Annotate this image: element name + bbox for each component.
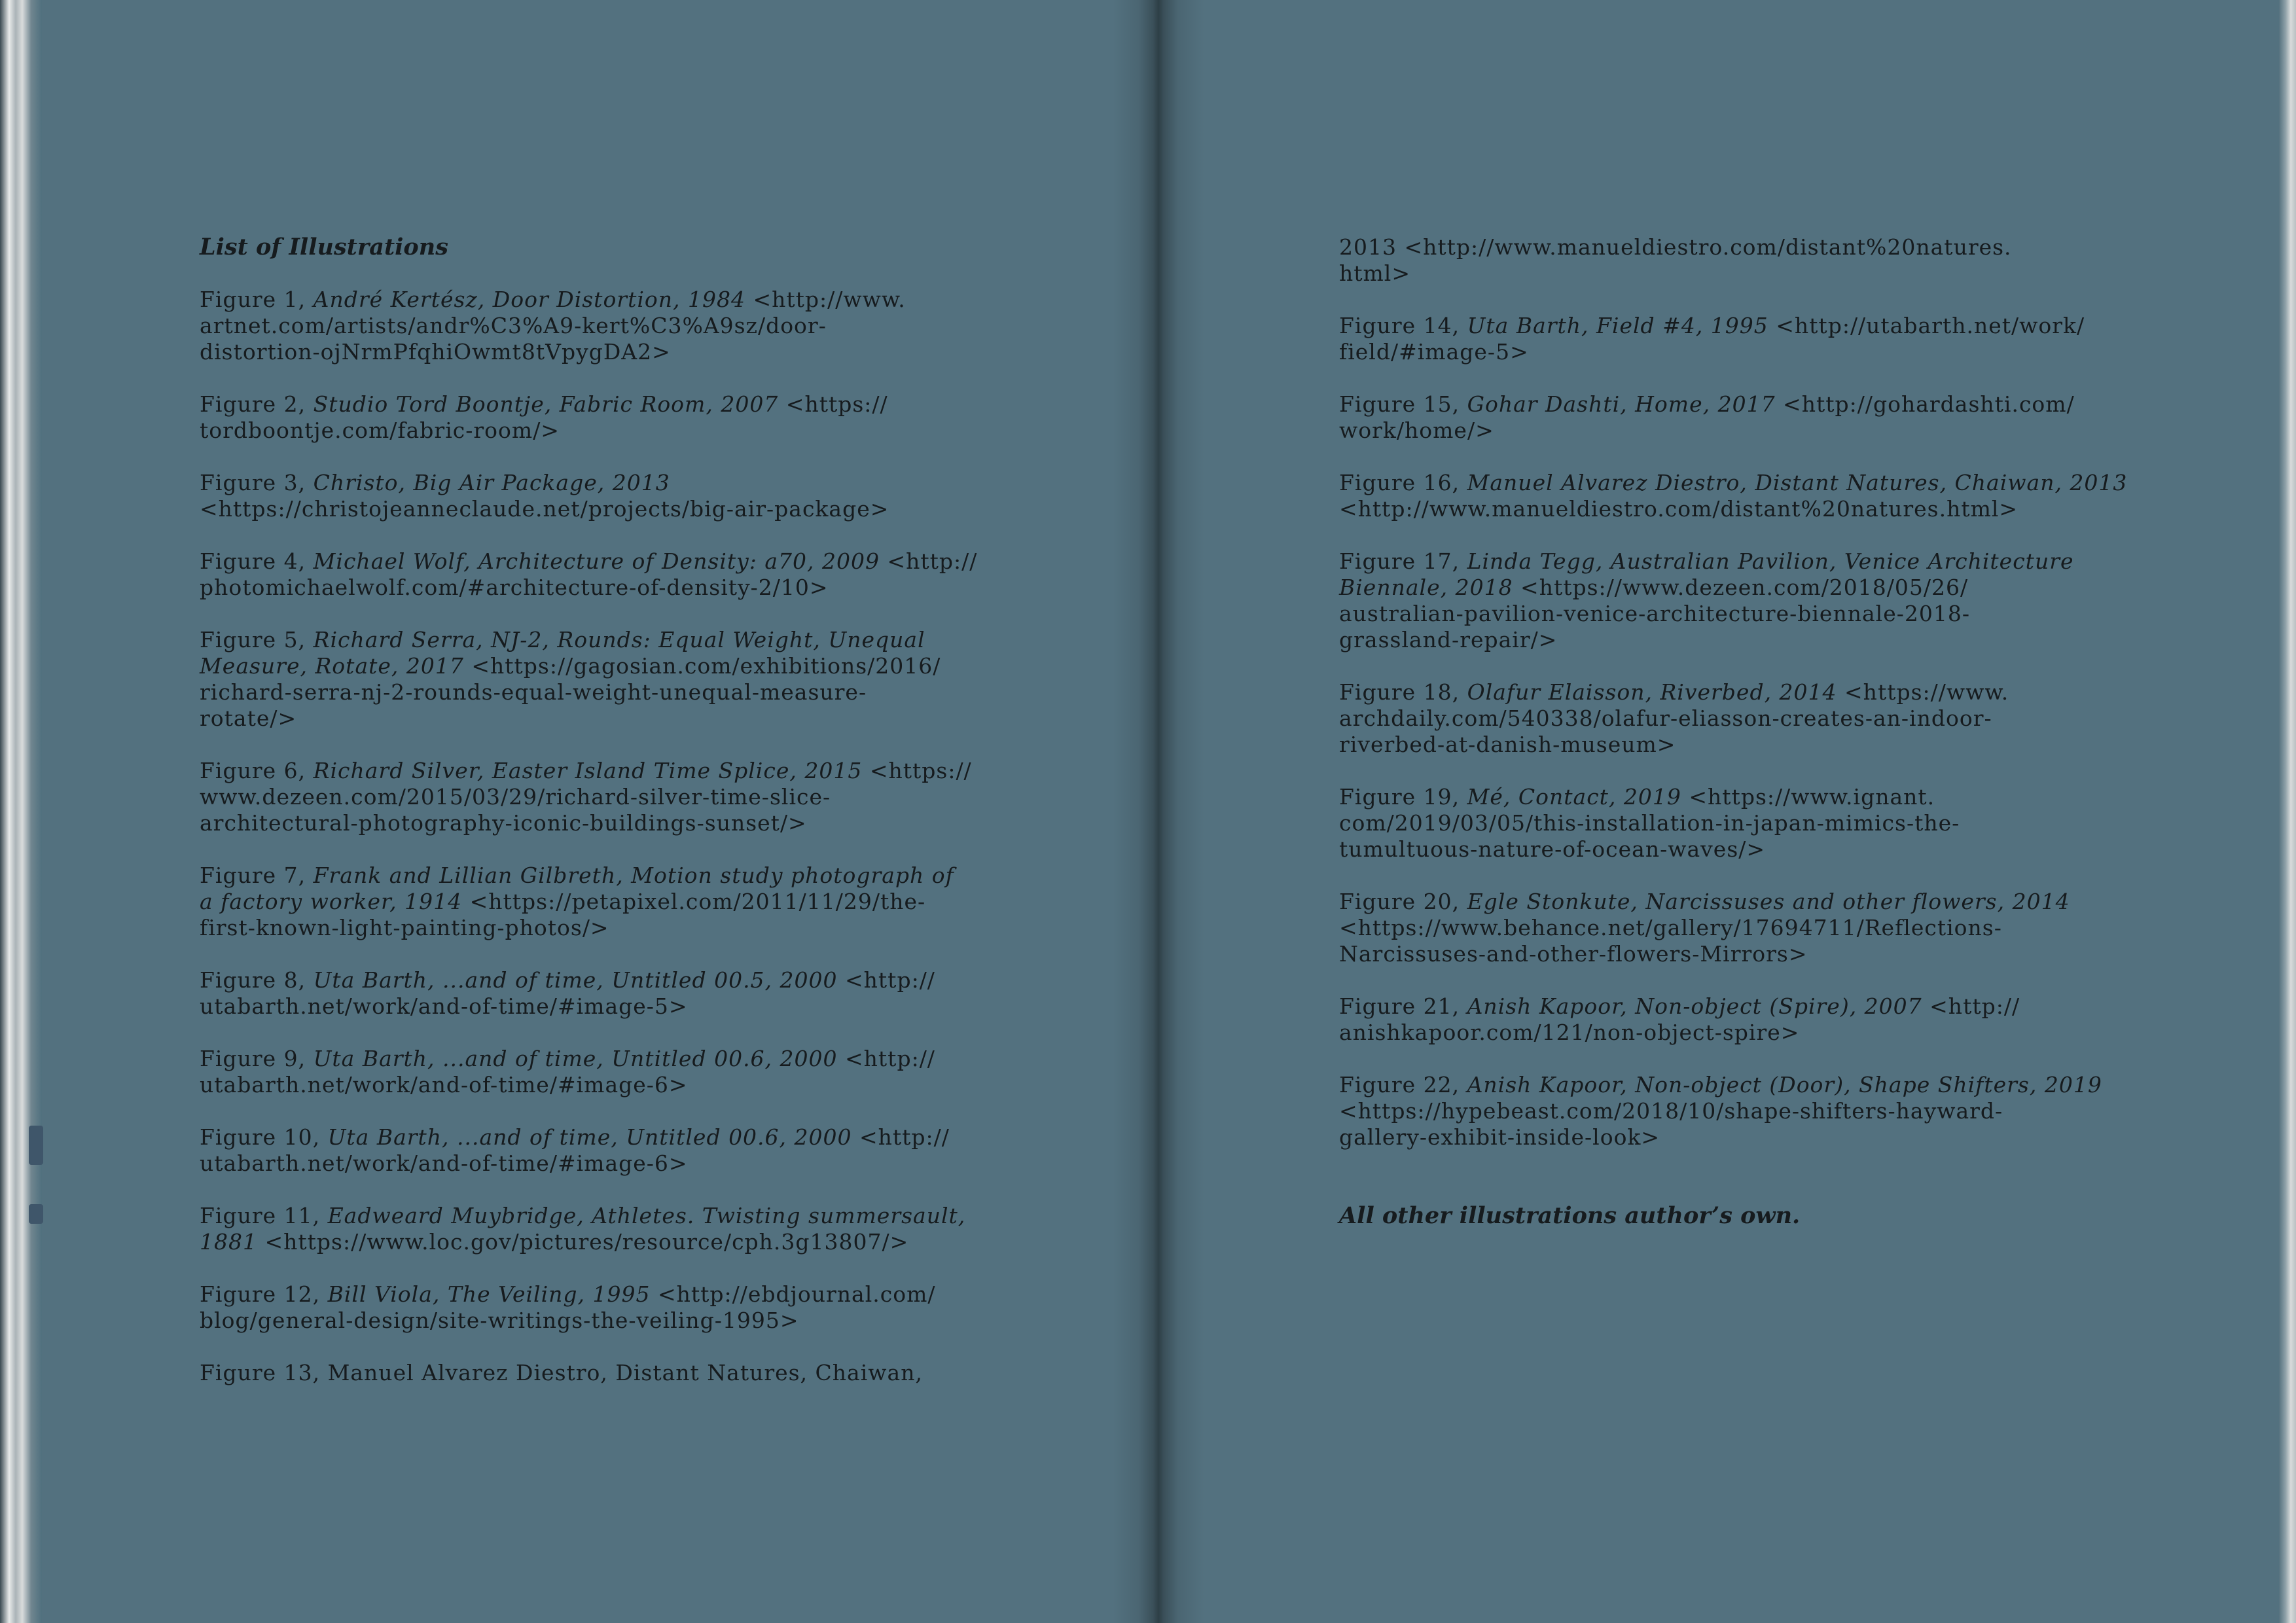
figure-caption: Olafur Elaisson, Riverbed, 2014 — [1467, 679, 1837, 705]
figure-caption: Anish Kapoor, Non-object (Spire), 2007 — [1467, 993, 1922, 1019]
figure-number: Figure 4, — [200, 548, 314, 574]
page-heading: List of Illustrations — [200, 234, 448, 260]
figure-entry-2 — [200, 391, 1018, 444]
figure-number: Figure 12, — [200, 1281, 328, 1307]
figure-entry-17 — [1339, 548, 2164, 653]
figure-link: <https://hypebeast.com/2018/10/shape-shifters-hayward- gallery-exhibit-inside-look> — [1339, 1098, 2003, 1150]
figure-entry-14 — [1339, 313, 2164, 365]
figure-caption: Egle Stonkute, Narcissuses and other flowers, 2014 — [1467, 889, 2070, 914]
figure-caption: Michael Wolf, Architecture of Density: a70, 2009 — [313, 548, 880, 574]
figure-number: Figure 2, — [200, 391, 314, 417]
figure-link: <https://www.dezeen.com/2018/05/26/ australian-pavilion-venice-architecture-biennale-2018- grassland-repair/> — [1339, 575, 1971, 652]
figure-caption: Eadweard Muybridge, Athletes. Twisting summersault, 1881 — [200, 1203, 966, 1255]
figure-entry-10 — [200, 1124, 1018, 1177]
figure-number: Figure 3, — [200, 470, 314, 495]
figure-number: Figure 6, — [200, 758, 314, 783]
figure-link: <http:// photomichaelwolf.com/#architecture-of-density-2/10> — [200, 548, 978, 600]
figure-caption: Uta Barth, ...and of time, Untitled 00.6, 2000 — [313, 1046, 838, 1071]
figure-caption: Studio Tord Boontje, Fabric Room, 2007 — [313, 391, 779, 417]
figure-caption: Uta Barth, ...and of time, Untitled 00.5, 2000 — [313, 967, 838, 993]
figure-link: <http://www.manueldiestro.com/distant%20natures.html> — [1339, 496, 2018, 522]
figure-number: Figure 11, — [200, 1203, 328, 1228]
figure-link: <https:// tordboontje.com/fabric-room/> — [200, 391, 888, 443]
figure-link: <https://www.ignant. com/2019/03/05/this-installation-in-japan-mimics-the- tumultuous-nature-of-ocean-waves/> — [1339, 784, 1960, 862]
figure-caption: Anish Kapoor, Non-object (Door), Shape Shifters, 2019 — [1467, 1072, 2102, 1097]
figure-link: <http://www. artnet.com/artists/andr%C3%A9-kert%C3%A9sz/door- distortion-ojNrmPfqhiOwmt8tVpygDA2> — [200, 287, 906, 365]
figure-number: Figure 21, — [1339, 993, 1467, 1019]
figure-entry-1 — [200, 287, 1018, 365]
figure-number: Figure 16, — [1339, 470, 1467, 495]
figure-number: Figure 13, Manuel Alvarez Diestro, Distant Natures, Chaiwan, — [200, 1360, 923, 1385]
figure-caption: Uta Barth, Field #4, 1995 — [1467, 313, 1768, 338]
figure-entry-4 — [200, 548, 1018, 601]
figure-number: Figure 17, — [1339, 548, 1467, 574]
figure-entry-22 — [1339, 1072, 2164, 1150]
figure-number: Figure 10, — [200, 1124, 328, 1150]
figure-entry-8 — [200, 967, 1018, 1020]
figure-entry-19 — [1339, 784, 2164, 863]
figure-number: Figure 15, — [1339, 391, 1467, 417]
figure-number: Figure 20, — [1339, 889, 1467, 914]
figure-link: <http://utabarth.net/work/ field/#image-5> — [1339, 313, 2085, 365]
figure-link: <https://christojeanneclaude.net/projects/big-air-package> — [200, 496, 889, 522]
edge-mark — [29, 1126, 43, 1165]
figure-number: Figure 5, — [200, 627, 314, 652]
figure-number: Figure 9, — [200, 1046, 314, 1071]
figure-link: <http://ebdjournal.com/ blog/general-design/site-writings-the-veiling-1995> — [200, 1281, 936, 1333]
figure-link: <https://petapixel.com/2011/11/29/the- first-known-light-painting-photos/> — [200, 889, 926, 940]
left-page — [42, 0, 1141, 1623]
figure-caption: Uta Barth, ...and of time, Untitled 00.6, 2000 — [327, 1124, 852, 1150]
figure-entry-20 — [1339, 889, 2164, 967]
figure-link: <http:// utabarth.net/work/and-of-time/#image-6> — [200, 1124, 950, 1176]
book-edge-right — [2279, 0, 2296, 1623]
figure-number: Figure 1, — [200, 287, 314, 312]
book-spine-shadow — [1113, 0, 1204, 1623]
figure-number: Figure 14, — [1339, 313, 1467, 338]
figure-number: Figure 22, — [1339, 1072, 1467, 1097]
figure-caption: Richard Serra, NJ-2, Rounds: Equal Weight, Unequal Measure, Rotate, 2017 — [200, 627, 925, 679]
figure-link: <https://www.behance.net/gallery/17694711/Reflections- Narcissuses-and-other-flowers-Mirrors> — [1339, 915, 2002, 967]
figure-caption: Richard Silver, Easter Island Time Splice, 2015 — [313, 758, 863, 783]
figure-entry-5 — [200, 627, 1018, 732]
figure-caption: Bill Viola, The Veiling, 1995 — [327, 1281, 651, 1307]
figure-entry-13-continued — [1339, 234, 2164, 287]
figure-link: <https://www. archdaily.com/540338/olafur-eliasson-creates-an-indoor- riverbed-at-danish-museum> — [1339, 679, 2009, 757]
figure-entry-3 — [200, 470, 1018, 522]
figure-link: <http:// utabarth.net/work/and-of-time/#image-5> — [200, 967, 935, 1019]
figure-caption: Gohar Dashti, Home, 2017 — [1467, 391, 1776, 417]
figure-number: Figure 19, — [1339, 784, 1467, 810]
figure-caption: André Kertész, Door Distortion, 1984 — [313, 287, 745, 312]
figure-entry-7 — [200, 863, 1018, 941]
figure-link: <https://gagosian.com/exhibitions/2016/ richard-serra-nj-2-rounds-equal-weight-unequal-measure- rotate/> — [200, 653, 941, 731]
figure-entry-15 — [1339, 391, 2164, 444]
figure-entry-6 — [200, 758, 1018, 836]
figure-link: <https:// www.dezeen.com/2015/03/29/richard-silver-time-slice- architectural-photography-iconic-buildings-sunset/> — [200, 758, 972, 836]
figure-entry-11 — [200, 1203, 1018, 1255]
figure-entry-9 — [200, 1046, 1018, 1098]
figure-entry-16 — [1339, 470, 2164, 522]
illustrations-list-right — [1339, 234, 2164, 1252]
figure-caption: Mé, Contact, 2019 — [1467, 784, 1681, 810]
figure-number: Figure 7, — [200, 863, 314, 888]
figure-number: Figure 18, — [1339, 679, 1467, 705]
figure-link: <http://gohardashti.com/ work/home/> — [1339, 391, 2075, 443]
figure-link: <http:// utabarth.net/work/and-of-time/#image-6> — [200, 1046, 935, 1097]
right-page — [1152, 0, 2279, 1623]
figure-entry-18 — [1339, 679, 2164, 758]
figure-link: <https://www.loc.gov/pictures/resource/cph.3g13807/> — [257, 1229, 909, 1255]
figure-entry-13 — [200, 1360, 1018, 1386]
edge-mark — [29, 1204, 43, 1224]
figure-entry-21 — [1339, 993, 2164, 1046]
figure-caption: Christo, Big Air Package, 2013 — [313, 470, 670, 495]
illustrations-list-left — [200, 234, 1018, 1412]
footer-note: All other illustrations author’s own. — [1339, 1202, 1801, 1229]
figure-caption: Manuel Alvarez Diestro, Distant Natures, Chaiwan, 2013 — [1467, 470, 2128, 495]
figure-link: <http:// anishkapoor.com/121/non-object-spire> — [1339, 993, 2020, 1045]
figure-number: 2013 <http://www.manueldiestro.com/distant%20natures. html> — [1339, 234, 2012, 286]
figure-number: Figure 8, — [200, 967, 314, 993]
figure-caption: Linda Tegg, Australian Pavilion, Venice Architecture Biennale, 2018 — [1339, 548, 2074, 600]
figure-entry-12 — [200, 1281, 1018, 1334]
book-edge-left — [0, 0, 42, 1623]
figure-caption: Frank and Lillian Gilbreth, Motion study photograph of a factory worker, 1914 — [200, 863, 954, 914]
